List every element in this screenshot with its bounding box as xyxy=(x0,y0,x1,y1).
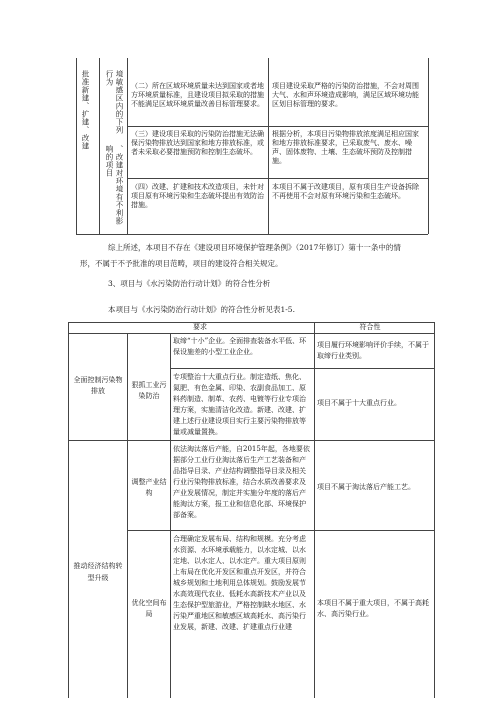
column-header: 要求 xyxy=(193,323,207,331)
status-cell: 本项目不属于重大项目，不属于高耗水、高污染行业。 xyxy=(317,599,429,618)
requirement-cell: （二）所在区域环境质量未达到国家或者地方环境质量标准，且建设项目拟采取的措施不能满足区域环境质量改善目标管理要求。 xyxy=(131,82,264,108)
category-label: 、改建对环境有不利影响的项目 xyxy=(105,145,124,225)
subgroup-label: 优化空间布局 xyxy=(131,599,167,618)
subgroup-label: 狠抓工业污染防治 xyxy=(131,381,167,400)
requirement-cell: （三）建设项目采取的污染防治措施无法确保污染物排放达到国家和地方排放标准，或者未采取必要措施预防和控制生态破坏。 xyxy=(131,130,264,156)
group-label: 全面控制污染物排放 xyxy=(73,376,123,395)
table-border xyxy=(76,234,428,235)
status-cell: 项目不属于十大重点行业。 xyxy=(317,399,401,407)
status-cell: 项目建设采取严格的污染防治措施，不会对周围大气、水和声环境造成影响，满足区域环境功能区划目标管理的要求。 xyxy=(272,82,419,108)
requirement-cell: 专项整治十大重点行业。制定造纸、焦化、氮肥、有色金属、印染、农副食品加工、原料药制造、制革、农药、电镀等行业专项治理方案，实施清洁化改造。新建、改建、扩建上述行业建设项目实行主要污染物排放等量或减量置换。 xyxy=(173,373,306,436)
conclusion-text: 形，不属于不予批准的项目范畴，项目的建设符合相关规定。 xyxy=(80,259,283,268)
table-border xyxy=(99,58,100,234)
table-border xyxy=(268,58,269,234)
requirement-cell: （四）改建、扩建和技术改造项目，未针对项目原有环境污染和生态破坏提出有效防治措施。 xyxy=(131,183,264,209)
table-border xyxy=(68,333,434,334)
section-title: 3、项目与《水污染防治行动计划》的符合性分析 xyxy=(108,279,271,288)
requirement-cell: 取缔“十小”企业。全面排查装备水平低、环保设施差的小型工业企业。 xyxy=(173,337,307,356)
category-label: 境敏感区内的下列行为 xyxy=(105,70,124,134)
table-border xyxy=(127,333,128,698)
table-border xyxy=(170,368,434,369)
table-border xyxy=(127,178,428,179)
category-label: 批准新建、扩建、改建 xyxy=(81,70,90,150)
table-border xyxy=(314,322,315,698)
conclusion-text: 综上所述，本项目不存在《建设项目环境保护管理条例》（2017年修订）第十一条中的情 xyxy=(108,243,401,252)
table-border xyxy=(428,58,429,234)
column-header: 符合性 xyxy=(359,323,381,331)
requirement-cell: 依法淘汰落后产能，自2015年起，各地要依据部分工业行业淘汰落后生产工艺装备和产品指导目录、产业结构调整指导目录及相关行业污染物排放标准，结合水质改善要求及产业发展情况，制定并实施分年度的落后产能淘汰方案，报工业和信息化部、环境保护部备案。 xyxy=(173,445,310,519)
table-border xyxy=(127,126,428,127)
group-label: 推动经济结构转型升级 xyxy=(73,562,123,582)
status-cell: 根据分析，本项目污染物排放浓度满足相应国家和地方排放标准要求，已采取废气、废水、噪声、固体废物、土壤、生态破坏预防及控制措施。 xyxy=(272,130,419,165)
status-cell: 本项目不属于改建项目，原有项目生产设备拆除不再使用不会对原有环境污染和生态破坏。 xyxy=(272,183,419,200)
table-border xyxy=(76,58,77,234)
table-border xyxy=(68,322,69,698)
table-border xyxy=(170,333,171,698)
table-border xyxy=(68,440,434,441)
table-border xyxy=(434,322,435,698)
table-border xyxy=(127,530,434,531)
requirement-cell: 合理确定发展布局、结构和规模。充分考虑水资源、水环境承载能力，以水定城、以水定地、以水定人、以水定产。重大项目原则上布局在优化开发区和重点开发区，并符合城乡规划和土地利用总体规划。鼓励发展节水高效现代农业、低耗水高新技术产业以及生态保护型旅游业，严格控制缺水地区、水污染严重地区和敏感区域高耗水、高污染行业发展，新建、改建、扩建重点行业建 xyxy=(173,535,306,631)
table-intro: 本项目与《水污染防治行动计划》的符合性分析见表1-5. xyxy=(108,305,295,314)
subgroup-label: 调整产业结构 xyxy=(131,478,167,497)
status-cell: 项目不属于淘汰落后产能工艺。 xyxy=(317,483,415,491)
status-cell: 项目履行环境影响评价手续，不属于取缔行业类别。 xyxy=(317,341,429,360)
table-border xyxy=(127,58,128,234)
